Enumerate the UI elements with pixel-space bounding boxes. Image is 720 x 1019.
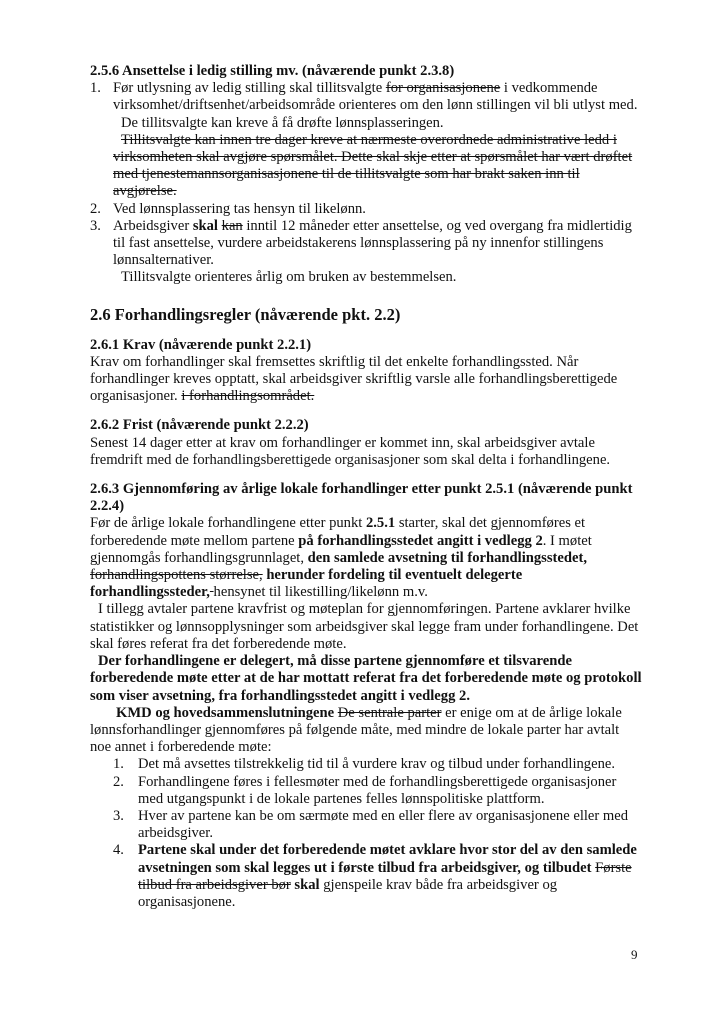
paragraph: Før utlysning av ledig stilling skal tillitsvalgte for organisasjonene i vedkommende virksomhet/driftsenhet/arbeidsområde orienteres om den lønn stillingen vil bli utlyst med.	[113, 80, 638, 114]
list-number: 1.	[90, 80, 101, 97]
list-number: 4.	[113, 842, 124, 859]
list-number: 3.	[113, 807, 124, 824]
section-heading-2-6-1: 2.6.1 Krav (nåværende punkt 2.2.1)	[90, 336, 312, 353]
paragraph: Arbeidsgiver skal kan inntil 12 måneder etter ansettelse, og ved overgang fra midlertidig til fast ansettelse, vurdere arbeidstakerens lønnsplassering på ny innenfor stillingens lønnsalternativer.	[113, 217, 632, 269]
section-heading-2-6: 2.6 Forhandlingsregler (nåværende pkt. 2.2)	[90, 304, 401, 324]
struck-text: i forhandlingsområdet.	[181, 388, 315, 405]
list-item	[90, 756, 642, 773]
list-2-6-3	[90, 756, 642, 911]
list-number: 2.	[113, 773, 124, 790]
paragraph: I tillegg avtaler partene kravfrist og møteplan for gjennomføringen. Partene avklarer hvilke statistikker og lønnsopplysninger som arbeidsgiver skal legge fram under forhandlingene. Det skal føres referat fra det forberedende møte.	[90, 601, 639, 652]
list-item	[90, 218, 642, 287]
struck-text: Første tilbud fra arbeidsgiver bør	[138, 859, 632, 893]
list-item	[90, 774, 642, 808]
paragraph: Tillitsvalgte orienteres årlig om bruken av bestemmelsen.	[121, 269, 457, 286]
paragraph: Før de årlige lokale forhandlingene etter punkt 2.5.1 starter, skal det gjennomføres et forberedende møte mellom partene på forhandlingsstedet angitt i vedlegg 2. I møtet gjennomgås forhandlingsgrunnlaget, den samlede avsetning til forhandlingsstedet, forhandlingspottens størrelse, herunder fordeling til eventuelt delegerte forhandlingssteder, hensynet til likestilling/likelønn m.v.	[90, 515, 592, 601]
list-number: 2.	[90, 200, 101, 217]
list-item	[90, 201, 642, 218]
struck-text: for organisasjonene	[385, 80, 501, 97]
list-item	[90, 842, 642, 911]
paragraph: KMD og hovedsammenslutningene De sentrale parter er enige om at de årlige lokale lønnsforhandlinger gjennomføres på følgende måte, med mindre de lokale parter har avtalt noe annet i forberedende møte:	[90, 704, 622, 756]
paragraph: De tillitsvalgte kan kreve å få drøfte lønnsplasseringen.	[121, 114, 444, 131]
paragraph: Senest 14 dager etter at krav om forhandlinger er kommet inn, skal arbeidsgiver avtale fremdrift med de forhandlingsberettigede organisasjoner som skal delta i forhandlingene.	[90, 434, 611, 468]
list-item-text: Forhandlingene føres i fellesmøter med de forhandlingsberettigede organisasjoner med utgangspunkt i de lokale partenes felles lønnspolitiske plattform.	[138, 773, 617, 807]
list-item-text: Hver av partene kan be om særmøte med en eller flere av organisasjonene eller med arbeidsgiver.	[138, 807, 629, 842]
list-item-text: Det må avsettes tilstrekkelig tid til å vurdere krav og tilbud under forhandlingene.	[138, 756, 615, 773]
list-number: 1.	[113, 756, 124, 773]
document-page	[90, 63, 642, 911]
page-number: 9	[631, 947, 638, 962]
list-2-5-6	[90, 80, 642, 286]
struck-text: De sentrale parter	[337, 704, 442, 721]
paragraph: Krav om forhandlinger skal fremsettes skriftlig til det enkelte forhandlingssted. Når forhandlinger kreves opptatt, skal arbeidsgiver skriftlig varsle alle forhandlingsberettigede organisasjoner. i forhandlingsområdet.	[90, 353, 618, 405]
paragraph-bold: Der forhandlingene er delegert, må disse partene gjennomføre et tilsvarende forberedende møte etter at de har mottatt referat fra det forberedende møte og protokoll som viser avsetning, fra forhandlingsstedet angitt i vedlegg 2.	[90, 653, 642, 704]
struck-text: forhandlingspottens størrelse,	[90, 567, 263, 584]
list-number: 3.	[90, 217, 101, 234]
section-heading-2-6-3: 2.6.3 Gjennomføring av årlige lokale forhandlinger etter punkt 2.5.1 (nåværende punkt 2.2.4)	[90, 481, 633, 515]
paragraph	[113, 132, 642, 201]
struck-text: Tillitsvalgte kan innen tre dager kreve at nærmeste overordnede administrative ledd i virksomheten skal avgjøre spørsmålet. Dette skal skje etter at spørsmålet har vært drøftet med tjenestemannsorganisasjonene til de tillitsvalgte som har brakt saken inn til avgjørelse.	[113, 131, 633, 200]
list-item-text: Partene skal under det forberedende møtet avklare hvor stor del av den samlede avsetningen som skal legges ut i første tilbud fra arbeidsgiver, og tilbudet Første tilbud fra arbeidsgiver bør skal gjenspeile krav både fra arbeidsgiver og organisasjonene.	[138, 842, 637, 910]
struck-text: kan	[221, 217, 243, 234]
section-heading-2-5-6: 2.5.6 Ansettelse i ledig stilling mv. (nåværende punkt 2.3.8)	[90, 63, 455, 79]
list-item	[90, 80, 642, 200]
paragraph: Ved lønnsplassering tas hensyn til likelønn.	[113, 200, 366, 217]
list-item	[90, 808, 642, 842]
section-heading-2-6-2: 2.6.2 Frist (nåværende punkt 2.2.2)	[90, 417, 309, 434]
